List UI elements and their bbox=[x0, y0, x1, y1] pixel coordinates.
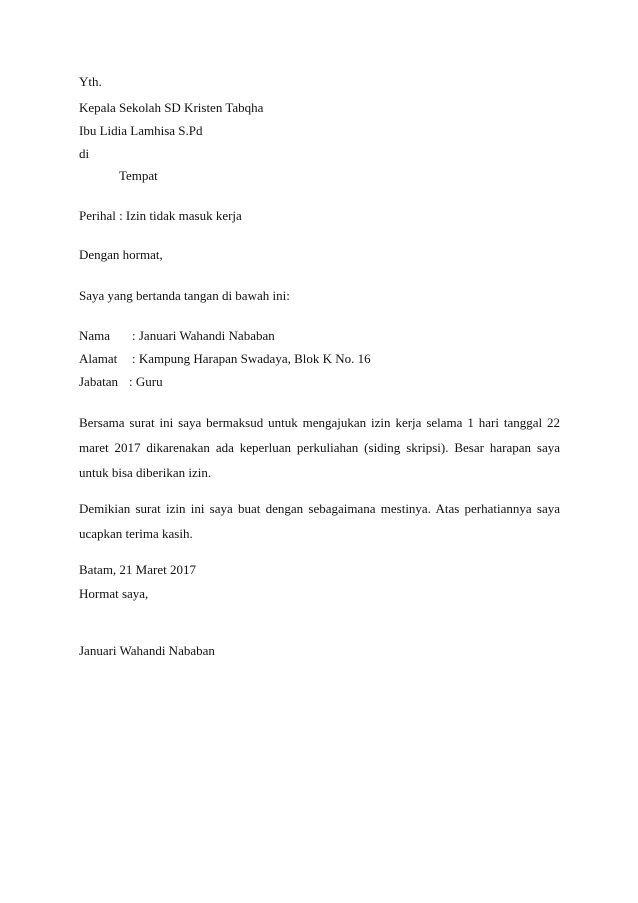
jabatan-value: : Guru bbox=[129, 374, 163, 389]
signer-name: Januari Wahandi Nababan bbox=[79, 643, 215, 658]
letter-subject: Perihal : Izin tidak masuk kerja bbox=[79, 208, 242, 223]
recipient-place: Tempat bbox=[119, 168, 158, 183]
recipient-name: Ibu Lidia Lamhisa S.Pd bbox=[79, 123, 203, 138]
recipient-di: di bbox=[79, 146, 90, 161]
nama-label: Nama bbox=[79, 328, 111, 343]
letter-greeting: Dengan hormat, bbox=[79, 247, 163, 262]
closing-place-date: Batam, 21 Maret 2017 bbox=[79, 562, 196, 577]
closing-regards: Hormat saya, bbox=[79, 586, 149, 601]
nama-value: : Januari Wahandi Nababan bbox=[132, 328, 275, 343]
jabatan-label: Jabatan bbox=[79, 374, 118, 389]
recipient-salutation: Yth. bbox=[79, 74, 102, 89]
body-paragraph-2: Demikian surat izin ini saya buat dengan sebagaimana mestinya. Atas perhatiannya saya ucapkan terima kasih. bbox=[79, 501, 560, 541]
alamat-label: Alamat bbox=[79, 351, 118, 366]
recipient-title: Kepala Sekolah SD Kristen Tabqha bbox=[79, 100, 264, 115]
alamat-value: : Kampung Harapan Swadaya, Blok K No. 16 bbox=[132, 351, 371, 366]
body-paragraph-1: Bersama surat ini saya bermaksud untuk mengajukan izin kerja selama 1 hari tanggal 22 maret 2017 dikarenakan ada keperluan perkuliahan (siding skripsi). Besar harapan saya untuk bisa diberikan izin. bbox=[79, 415, 560, 480]
letter-intro: Saya yang bertanda tangan di bawah ini: bbox=[79, 288, 290, 303]
